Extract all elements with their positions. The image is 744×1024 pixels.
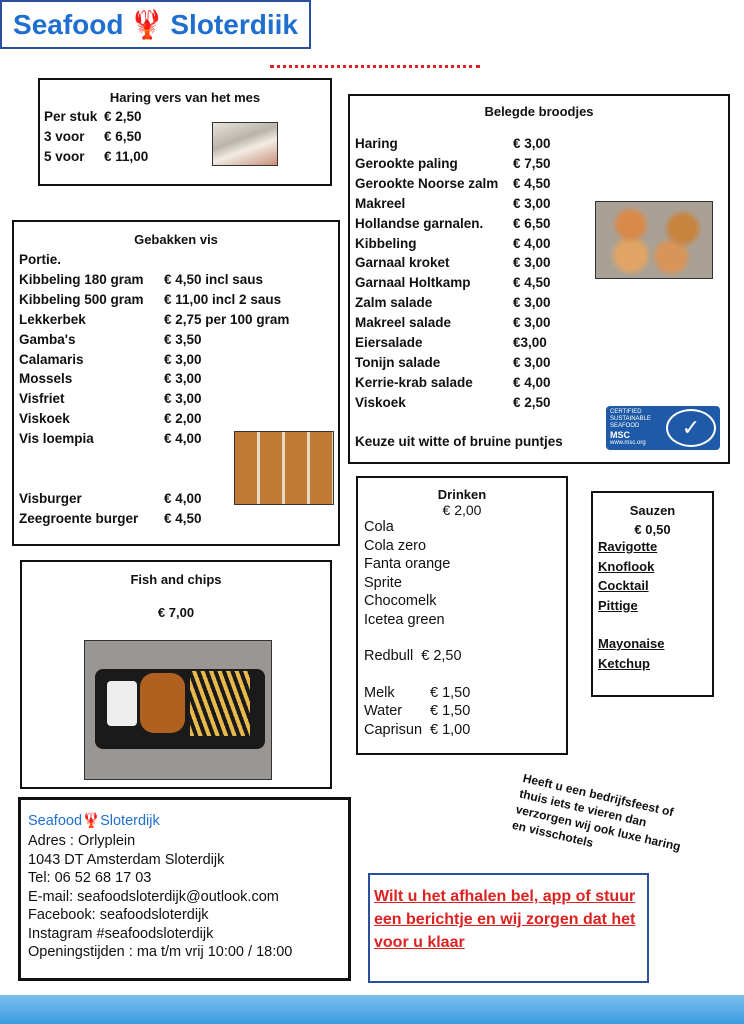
menu-item [364, 684, 560, 703]
menu-item [355, 373, 723, 393]
order-note-box [368, 873, 649, 983]
menu-item [355, 293, 723, 313]
item-name: Garnaal Holtkamp [355, 275, 471, 291]
fish-and-chips-photo [84, 640, 272, 780]
item-price: € 3,00 [513, 315, 551, 331]
menu-item [19, 369, 333, 389]
drink-item: Icetea green [364, 611, 445, 628]
item-price: € 1,00 [430, 721, 471, 738]
lobster-icon: 🦞 [129, 9, 165, 40]
item-name: Zalm salade [355, 295, 433, 311]
item-name: Tonijn salade [355, 354, 441, 370]
contact-line: 1043 DT Amsterdam Sloterdijk [28, 851, 225, 868]
section-title: Sauzen [629, 503, 676, 518]
menu-item [355, 353, 723, 373]
item-name: Makreel salade [355, 315, 452, 331]
item-name: Kibbeling 180 gram [19, 271, 144, 287]
item-name: 5 voor [44, 148, 85, 164]
item-price: € 3,00 [513, 255, 551, 271]
item-price: € 1,50 [430, 703, 471, 719]
item-price: € 11,00 incl 2 saus [164, 291, 282, 307]
section-title: Fish and chips [130, 572, 222, 587]
menu-item [355, 154, 723, 174]
drink-item: Cola [364, 519, 394, 535]
item-price: €3,00 [513, 335, 547, 351]
menu-item [44, 147, 326, 167]
item-name: Visfriet [19, 391, 65, 407]
order-note: Wilt u het afhalen bel, app of stuur een berichtje en wij zorgen dat het voor u klaar [374, 888, 636, 951]
item-price: € 2,50 [513, 394, 551, 410]
item-price: € 3,00 [513, 195, 551, 211]
item-name: Viskoek [19, 411, 70, 427]
drink-item: Cola zero [364, 537, 427, 554]
item-price: € 2,50 [104, 109, 142, 124]
sandwiches-photo [595, 201, 713, 279]
item-name: 3 voor [44, 128, 85, 144]
sauce-item: Ketchup [598, 655, 650, 671]
sauce-item: Cocktail [598, 578, 649, 594]
sauce-item: Ravigotte [598, 539, 658, 554]
menu-item [19, 509, 333, 529]
item-name: Water [364, 703, 403, 719]
menu-item [19, 270, 333, 290]
contact-line: Adres : Orlyplein [28, 833, 136, 849]
menu-item [19, 350, 333, 370]
item-name: Caprisun [364, 721, 423, 738]
item-price: € 3,00 [513, 354, 551, 370]
menu-item [19, 409, 333, 429]
item-price: € 7,50 [513, 155, 551, 171]
item-name: Visburger [19, 491, 82, 507]
item-name: Vis loempia [19, 431, 94, 447]
section-title: Haring vers van het mes [109, 90, 261, 105]
drink-item: Fanta orange [364, 556, 451, 572]
menu-item [44, 127, 326, 147]
item-name: Kibbeling [355, 235, 417, 251]
item-price: € 3,00 [164, 391, 202, 407]
redbull-row: Redbull € 2,50 [364, 648, 462, 664]
menu-item [364, 702, 560, 721]
section-title: Gebakken vis [134, 232, 218, 247]
section-title: Drinken [437, 487, 487, 502]
item-name: Gerookte Noorse zalm [355, 175, 499, 191]
item-name: Kerrie-krab salade [355, 374, 473, 390]
item-name: Eiersalade [355, 335, 423, 351]
title-left: Seafood [13, 8, 124, 40]
item-price: € 3,00 [164, 371, 202, 387]
item-price: € 6,50 [104, 128, 142, 144]
contact-line: Facebook: seafoodsloterdijk [28, 907, 209, 923]
item-name: Makreel [355, 195, 406, 211]
item-price: € 6,50 [513, 215, 551, 231]
header-title [0, 0, 311, 49]
item-price: € 4,50 [513, 175, 551, 191]
menu-item [19, 330, 333, 350]
fried-fish-photo [234, 431, 334, 505]
menu-item [44, 107, 326, 127]
item-price: € 11,00 [104, 148, 149, 164]
item-name: Melk [364, 684, 395, 701]
item-name: Kibbeling 500 gram [19, 291, 144, 307]
contact-line: E-mail: seafoodsloterdijk@outlook.com [28, 888, 279, 905]
decorative-divider [270, 65, 480, 68]
item-price: € 2,00 [164, 411, 202, 427]
sauce-item: Mayonaise [598, 636, 665, 652]
item-price: € 4,50 incl saus [164, 271, 264, 287]
price: € 0,50 [634, 522, 671, 537]
item-price: € 4,50 [164, 510, 202, 526]
contact-section [18, 797, 351, 981]
item-price: € 1,50 [430, 684, 471, 701]
belegde-broodjes-section [348, 94, 730, 464]
menu-item [364, 721, 560, 740]
item-price: € 4,00 [164, 491, 202, 507]
bread-note: Keuze uit witte of bruine puntjes [355, 433, 563, 449]
msc-logo: CERTIFIED SUSTAINABLE SEAFOOD MSC www.msc.org ✓ [606, 406, 720, 450]
item-name: Mossels [19, 371, 73, 387]
gebakken-vis-section [12, 220, 340, 546]
sauce-item: Pittige [598, 597, 638, 613]
item-price: € 4,00 [513, 235, 551, 251]
sauzen-section [591, 491, 714, 697]
section-title: Belegde broodjes [484, 104, 594, 119]
item-name: Zeegroente burger [19, 510, 139, 526]
item-price: € 2,75 per 100 gram [164, 311, 290, 327]
contact-line: Openingstijden : ma t/m vrij 10:00 / 18:00 [28, 944, 293, 960]
item-price: € 3,00 [513, 136, 551, 151]
menu-item [19, 389, 333, 409]
item-price: € 3,00 [513, 295, 551, 311]
item-name: Gerookte paling [355, 155, 458, 171]
item-name: Viskoek [355, 394, 406, 410]
party-note: Heeft u een bedrijfsfeest of thuis iets te vieren dan verzorgen wij ook luxe haring en visschotels [510, 770, 682, 854]
menu-item [19, 310, 333, 330]
contact-line: Tel: 06 52 68 17 03 [28, 870, 152, 886]
drink-item: Chocomelk [364, 593, 437, 609]
item-price: € 3,00 [164, 351, 202, 367]
item-price: € 3,50 [164, 331, 202, 347]
menu-item [355, 333, 723, 353]
item-name: Per stuk [44, 109, 98, 124]
item-price: € 4,00 [164, 431, 202, 447]
price: € 2,00 [442, 502, 482, 518]
haring-section [38, 78, 332, 186]
menu-item [355, 174, 723, 194]
herring-photo [212, 122, 278, 166]
item-name: Calamaris [19, 351, 84, 367]
menu-item [355, 313, 723, 333]
item-name: Gamba's [19, 331, 76, 347]
sauce-item: Knoflook [598, 558, 655, 574]
item-name: Garnaal kroket [355, 255, 450, 271]
fish-and-chips-section [20, 560, 332, 789]
price: € 7,00 [157, 605, 195, 620]
menu-item [19, 290, 333, 310]
title-right: Sloterdiik [170, 8, 298, 40]
drink-item: Sprite [364, 574, 402, 591]
item-price: € 4,50 [513, 275, 551, 291]
item-price: € 4,00 [513, 374, 551, 390]
portion-label: Portie. [19, 252, 62, 267]
item-name: Hollandse garnalen. [355, 215, 484, 231]
contact-line: Instagram #seafoodsloterdijk [28, 925, 214, 942]
item-name: Haring [355, 136, 398, 151]
contact-brand: Seafood🦞Sloterdijk [28, 813, 160, 829]
drinken-section [356, 476, 568, 755]
menu-item [355, 134, 723, 154]
item-name: Lekkerbek [19, 311, 86, 327]
footer-bar [0, 995, 744, 1024]
